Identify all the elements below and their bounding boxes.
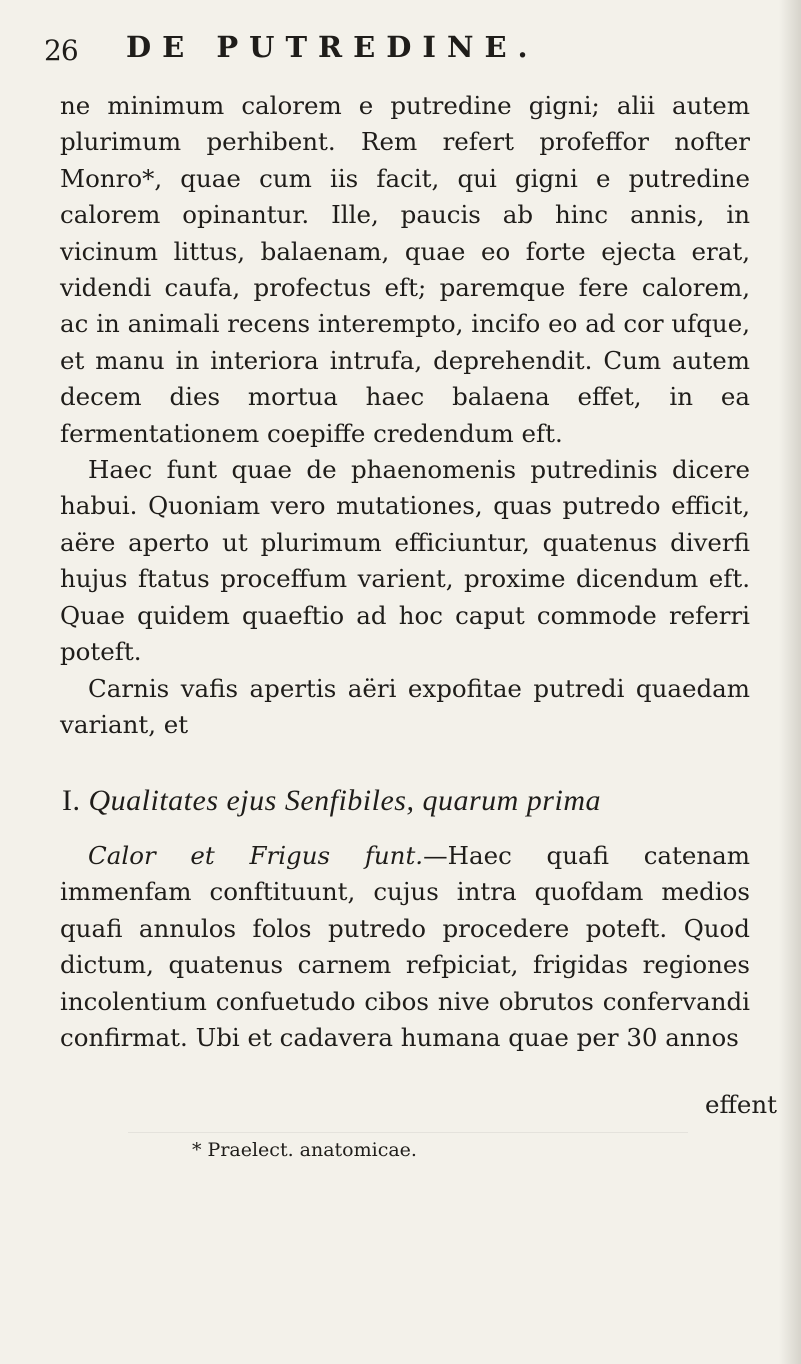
section-title: Qualitates ejus Senfibiles, quarum prima <box>88 784 601 817</box>
section-number: I. <box>62 784 81 817</box>
paragraph-2: Haec funt quae de phaenomenis putredinis dicere habui. Quoniam vero mutationes, quas putredo efficit, aëre aperto ut plurimum efficiuntur, quatenus diverfi hujus ftatus proceffum varient, proxime dicendum eft. Quae quidem quaeftio ad hoc caput commode referri poteft. <box>60 455 750 667</box>
running-title: DE PUTREDINE. <box>126 30 539 64</box>
footnote-rule <box>128 1132 688 1133</box>
section-heading <box>62 784 762 818</box>
page-edge-shadow <box>779 0 801 1364</box>
footnote: * Praelect. anatomicae. <box>192 1139 417 1161</box>
paragraph-3: Carnis vafis apertis aëri expofitae putredi quaedam variant, et <box>60 673 750 739</box>
main-text-block <box>60 88 750 743</box>
paragraph-1: ne minimum calorem e putredine gigni; alii autem plurimum perhibent. Rem refert profeffor nofter Monro*, quae cum iis facit, qui gigni e putredine calorem opinantur. Ille, paucis ab hinc annis, in vicinum littus, balaenam, quae eo forte ejecta erat, videndi caufa, profectus eft; paremque fere calorem, ac in animali recens interempto, incifo eo ad cor ufque, et manu in interiora intrufa, deprehendit. Cum autem decem dies mortua haec balaena effet, in ea fermentationem coepiffe credendum eft. <box>60 91 750 448</box>
section-text: —Haec quafi catenam immenfam conftituunt, cujus intra quofdam medios quafi annulos folos putredo procedere poteft. Quod dictum, quatenus carnem refpiciat, frigidas regiones incolentium confuetudo cibos nive obrutos confervandi confirmat. Ubi et cadavera humana quae per 30 annos <box>60 841 750 1053</box>
catchword: effent <box>704 1090 777 1119</box>
section-paragraph <box>60 838 750 1056</box>
section-lead: Calor et Frigus funt. <box>88 841 424 870</box>
page-header <box>0 28 801 78</box>
section-text-block <box>60 838 750 1056</box>
page-number: 26 <box>44 34 78 67</box>
